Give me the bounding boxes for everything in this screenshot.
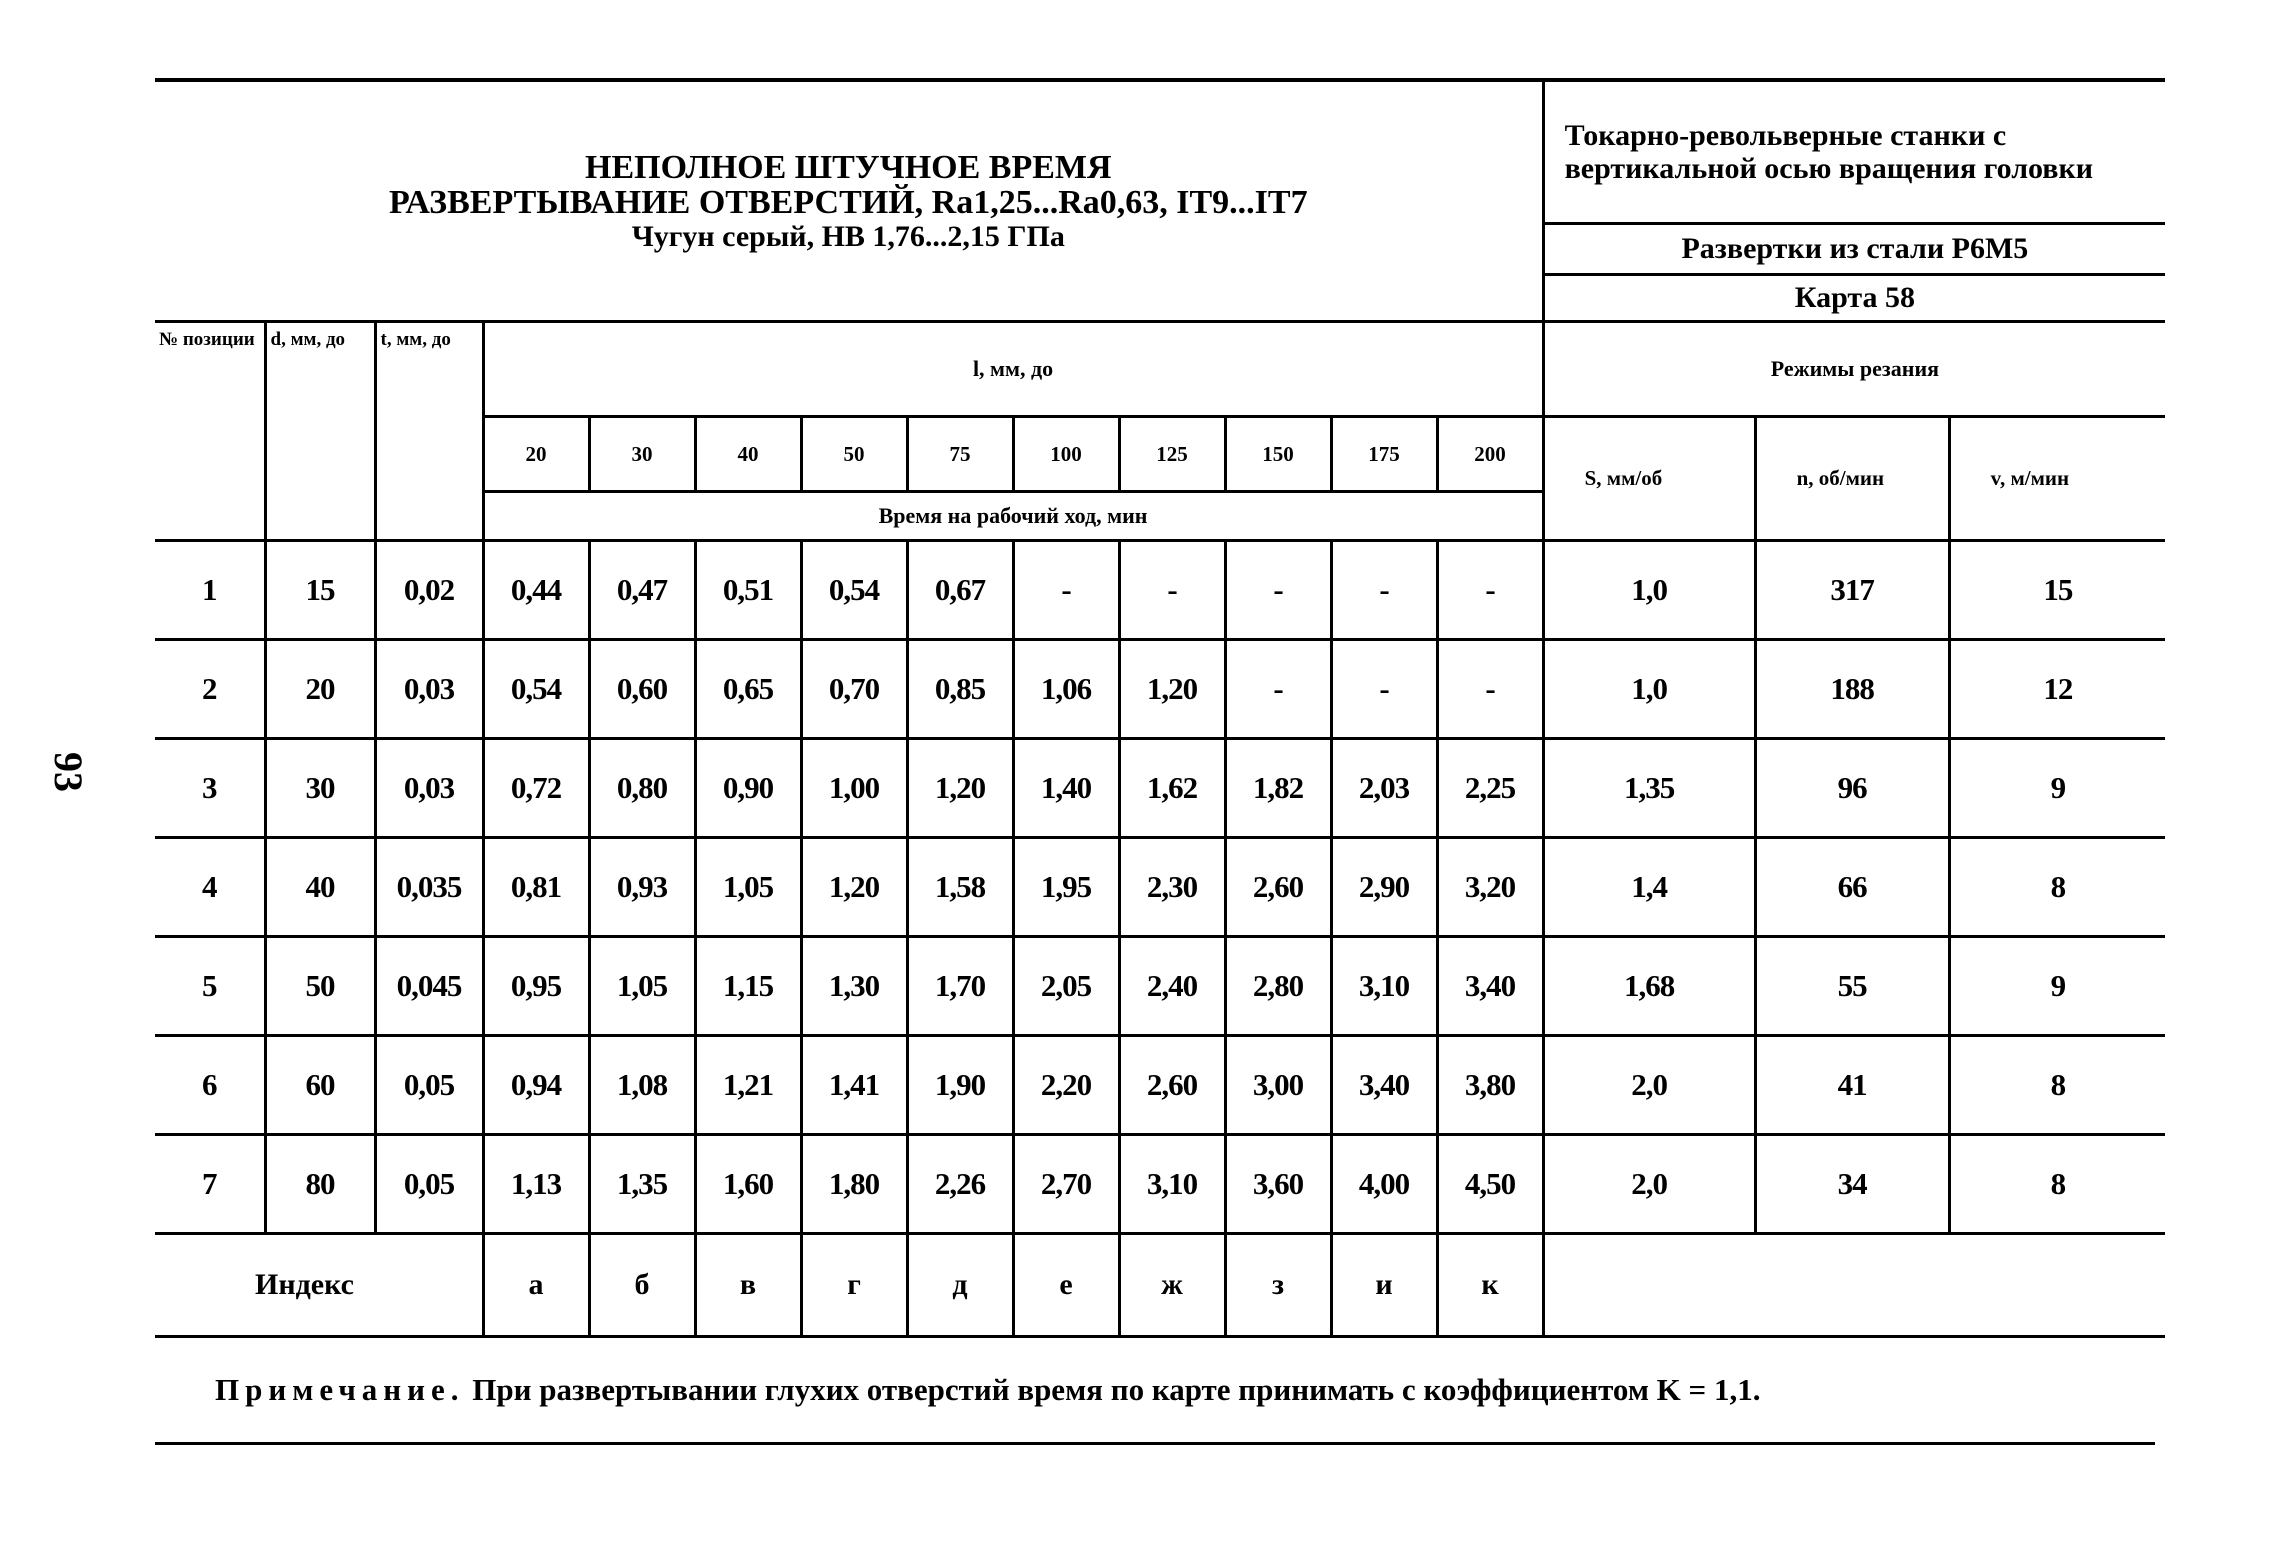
machine-type bbox=[1543, 80, 2165, 224]
length-header-cell: 100 bbox=[1013, 417, 1119, 492]
time-cell: 1,82 bbox=[1225, 739, 1331, 838]
length-header-cell: 150 bbox=[1225, 417, 1331, 492]
header-diameter: d, мм, до bbox=[265, 322, 375, 541]
rpm-cell: 96 bbox=[1755, 739, 1949, 838]
time-cell: 1,05 bbox=[589, 937, 695, 1036]
rpm-cell: 55 bbox=[1755, 937, 1949, 1036]
depth-cell: 0,05 bbox=[375, 1036, 483, 1135]
position-cell: 6 bbox=[155, 1036, 265, 1135]
index-blank-cell bbox=[1543, 1234, 2165, 1337]
time-cell: 0,95 bbox=[483, 937, 589, 1036]
tool-material: Развертки из стали Р6М5 bbox=[1543, 224, 2165, 275]
time-cell: 1,35 bbox=[589, 1135, 695, 1234]
index-label: Индекс bbox=[155, 1234, 483, 1337]
index-letter-cell: е bbox=[1013, 1234, 1119, 1337]
machine-line-1: Токарно-револьверные станки с bbox=[1564, 119, 2007, 152]
header-length: l, мм, до bbox=[483, 322, 1543, 417]
time-cell: 1,20 bbox=[1119, 640, 1225, 739]
depth-cell: 0,02 bbox=[375, 541, 483, 640]
header-feed: S, мм/об bbox=[1543, 417, 1755, 541]
feed-cell: 2,0 bbox=[1543, 1036, 1755, 1135]
rpm-cell: 66 bbox=[1755, 838, 1949, 937]
time-cell: - bbox=[1013, 541, 1119, 640]
time-cell: 1,06 bbox=[1013, 640, 1119, 739]
time-cell: - bbox=[1331, 640, 1437, 739]
length-header-cell: 20 bbox=[483, 417, 589, 492]
time-cell: 0,54 bbox=[483, 640, 589, 739]
index-letter-cell: г bbox=[801, 1234, 907, 1337]
title-line-2: РАЗВЕРТЫВАНИЕ ОТВЕРСТИЙ, Ra1,25...Ra0,63, IT9...IT7 bbox=[389, 184, 1308, 222]
index-letter-cell: и bbox=[1331, 1234, 1437, 1337]
time-cell: 1,60 bbox=[695, 1135, 801, 1234]
time-cell: 1,15 bbox=[695, 937, 801, 1036]
position-cell: 7 bbox=[155, 1135, 265, 1234]
time-cell: 0,51 bbox=[695, 541, 801, 640]
rpm-cell: 317 bbox=[1755, 541, 1949, 640]
length-header-cell: 175 bbox=[1331, 417, 1437, 492]
card-number: Карта 58 bbox=[1543, 275, 2165, 322]
time-cell: 2,30 bbox=[1119, 838, 1225, 937]
time-cell: 2,70 bbox=[1013, 1135, 1119, 1234]
time-cell: 2,05 bbox=[1013, 937, 1119, 1036]
position-cell: 1 bbox=[155, 541, 265, 640]
title-line-3: Чугун серый, HB 1,76...2,15 ГПа bbox=[631, 219, 1065, 253]
time-cell: 1,05 bbox=[695, 838, 801, 937]
length-header-cell: 50 bbox=[801, 417, 907, 492]
card-title bbox=[155, 80, 1543, 322]
depth-cell: 0,05 bbox=[375, 1135, 483, 1234]
speed-cell: 15 bbox=[1949, 541, 2165, 640]
table-row bbox=[155, 838, 2165, 937]
rpm-cell: 41 bbox=[1755, 1036, 1949, 1135]
time-cell: - bbox=[1331, 541, 1437, 640]
depth-cell: 0,035 bbox=[375, 838, 483, 937]
position-cell: 2 bbox=[155, 640, 265, 739]
time-cell: 0,54 bbox=[801, 541, 907, 640]
time-cell: 2,25 bbox=[1437, 739, 1543, 838]
time-cell: - bbox=[1225, 541, 1331, 640]
speed-cell: 12 bbox=[1949, 640, 2165, 739]
rpm-cell: 188 bbox=[1755, 640, 1949, 739]
header-position: № позиции bbox=[155, 322, 265, 541]
header-time: Время на рабочий ход, мин bbox=[483, 492, 1543, 541]
depth-cell: 0,03 bbox=[375, 739, 483, 838]
time-cell: 2,03 bbox=[1331, 739, 1437, 838]
table-row bbox=[155, 937, 2165, 1036]
time-cell: 1,41 bbox=[801, 1036, 907, 1135]
time-cell: 4,00 bbox=[1331, 1135, 1437, 1234]
header-depth: t, мм, до bbox=[375, 322, 483, 541]
time-cell: 1,70 bbox=[907, 937, 1013, 1036]
note-prefix: Примечание. bbox=[215, 1372, 465, 1407]
index-row bbox=[155, 1234, 2165, 1337]
time-cell: 1,90 bbox=[907, 1036, 1013, 1135]
diameter-cell: 50 bbox=[265, 937, 375, 1036]
time-cell: 2,60 bbox=[1119, 1036, 1225, 1135]
time-cell: 0,72 bbox=[483, 739, 589, 838]
time-cell: 0,90 bbox=[695, 739, 801, 838]
index-letter-cell: б bbox=[589, 1234, 695, 1337]
time-cell: 4,50 bbox=[1437, 1135, 1543, 1234]
card-sheet bbox=[155, 78, 2155, 1445]
time-cell: 3,10 bbox=[1119, 1135, 1225, 1234]
title-line-1: НЕПОЛНОЕ ШТУЧНОЕ ВРЕМЯ bbox=[585, 148, 1112, 186]
time-cell: 1,20 bbox=[801, 838, 907, 937]
diameter-cell: 30 bbox=[265, 739, 375, 838]
time-cell: 0,67 bbox=[907, 541, 1013, 640]
time-cell: 2,26 bbox=[907, 1135, 1013, 1234]
table-row bbox=[155, 739, 2165, 838]
index-letter-cell: а bbox=[483, 1234, 589, 1337]
time-cell: 0,65 bbox=[695, 640, 801, 739]
speed-cell: 9 bbox=[1949, 937, 2165, 1036]
time-cell: 2,20 bbox=[1013, 1036, 1119, 1135]
time-cell: 1,62 bbox=[1119, 739, 1225, 838]
time-cell: 2,80 bbox=[1225, 937, 1331, 1036]
position-cell: 3 bbox=[155, 739, 265, 838]
feed-cell: 1,0 bbox=[1543, 541, 1755, 640]
note bbox=[155, 1338, 2155, 1445]
length-header-cell: 125 bbox=[1119, 417, 1225, 492]
diameter-cell: 40 bbox=[265, 838, 375, 937]
header-speed-rpm: n, об/мин bbox=[1755, 417, 1949, 541]
time-cell: 1,08 bbox=[589, 1036, 695, 1135]
time-cell: - bbox=[1437, 640, 1543, 739]
length-header-cell: 200 bbox=[1437, 417, 1543, 492]
feed-cell: 1,68 bbox=[1543, 937, 1755, 1036]
rpm-cell: 34 bbox=[1755, 1135, 1949, 1234]
table-row bbox=[155, 541, 2165, 640]
header-cutting-speed: v, м/мин bbox=[1949, 417, 2165, 541]
time-cell: 0,80 bbox=[589, 739, 695, 838]
time-table bbox=[155, 78, 2165, 1338]
diameter-cell: 60 bbox=[265, 1036, 375, 1135]
time-cell: 3,40 bbox=[1437, 937, 1543, 1036]
feed-cell: 2,0 bbox=[1543, 1135, 1755, 1234]
time-cell: 3,20 bbox=[1437, 838, 1543, 937]
page-number: 93 bbox=[46, 752, 91, 792]
speed-cell: 9 bbox=[1949, 739, 2165, 838]
time-cell: 1,21 bbox=[695, 1036, 801, 1135]
speed-cell: 8 bbox=[1949, 1036, 2165, 1135]
time-cell: 1,80 bbox=[801, 1135, 907, 1234]
index-letter-cell: д bbox=[907, 1234, 1013, 1337]
depth-cell: 0,045 bbox=[375, 937, 483, 1036]
time-cell: 3,80 bbox=[1437, 1036, 1543, 1135]
time-cell: 0,47 bbox=[589, 541, 695, 640]
time-cell: 1,40 bbox=[1013, 739, 1119, 838]
machine-line-2: вертикальной осью вращения головки bbox=[1564, 152, 2094, 185]
time-cell: 1,30 bbox=[801, 937, 907, 1036]
time-cell: 1,13 bbox=[483, 1135, 589, 1234]
time-cell: - bbox=[1437, 541, 1543, 640]
position-cell: 4 bbox=[155, 838, 265, 937]
speed-cell: 8 bbox=[1949, 1135, 2165, 1234]
time-cell: 2,90 bbox=[1331, 838, 1437, 937]
time-cell: 0,60 bbox=[589, 640, 695, 739]
time-cell: 3,40 bbox=[1331, 1036, 1437, 1135]
position-cell: 5 bbox=[155, 937, 265, 1036]
time-cell: 0,94 bbox=[483, 1036, 589, 1135]
feed-cell: 1,35 bbox=[1543, 739, 1755, 838]
time-cell: 0,44 bbox=[483, 541, 589, 640]
time-cell: - bbox=[1119, 541, 1225, 640]
time-cell: 0,85 bbox=[907, 640, 1013, 739]
diameter-cell: 15 bbox=[265, 541, 375, 640]
time-cell: 0,81 bbox=[483, 838, 589, 937]
speed-cell: 8 bbox=[1949, 838, 2165, 937]
time-cell: 1,58 bbox=[907, 838, 1013, 937]
time-cell: 2,60 bbox=[1225, 838, 1331, 937]
index-letter-cell: ж bbox=[1119, 1234, 1225, 1337]
table-row bbox=[155, 640, 2165, 739]
diameter-cell: 20 bbox=[265, 640, 375, 739]
time-cell: 0,93 bbox=[589, 838, 695, 937]
table-row bbox=[155, 1036, 2165, 1135]
time-cell: 3,60 bbox=[1225, 1135, 1331, 1234]
depth-cell: 0,03 bbox=[375, 640, 483, 739]
time-cell: 3,10 bbox=[1331, 937, 1437, 1036]
time-cell: 1,95 bbox=[1013, 838, 1119, 937]
length-header-cell: 75 bbox=[907, 417, 1013, 492]
table-row bbox=[155, 1135, 2165, 1234]
length-header-cell: 30 bbox=[589, 417, 695, 492]
diameter-cell: 80 bbox=[265, 1135, 375, 1234]
feed-cell: 1,4 bbox=[1543, 838, 1755, 937]
time-cell: - bbox=[1225, 640, 1331, 739]
length-header-cell: 40 bbox=[695, 417, 801, 492]
index-letter-cell: в bbox=[695, 1234, 801, 1337]
header-cutting-modes: Режимы резания bbox=[1543, 322, 2165, 417]
time-cell: 2,40 bbox=[1119, 937, 1225, 1036]
time-cell: 1,20 bbox=[907, 739, 1013, 838]
time-cell: 0,70 bbox=[801, 640, 907, 739]
index-letter-cell: з bbox=[1225, 1234, 1331, 1337]
time-cell: 3,00 bbox=[1225, 1036, 1331, 1135]
index-letter-cell: к bbox=[1437, 1234, 1543, 1337]
note-text: При развертывании глухих отверстий время по карте принимать с коэффициентом K = 1,1. bbox=[464, 1372, 1761, 1407]
time-cell: 1,00 bbox=[801, 739, 907, 838]
feed-cell: 1,0 bbox=[1543, 640, 1755, 739]
